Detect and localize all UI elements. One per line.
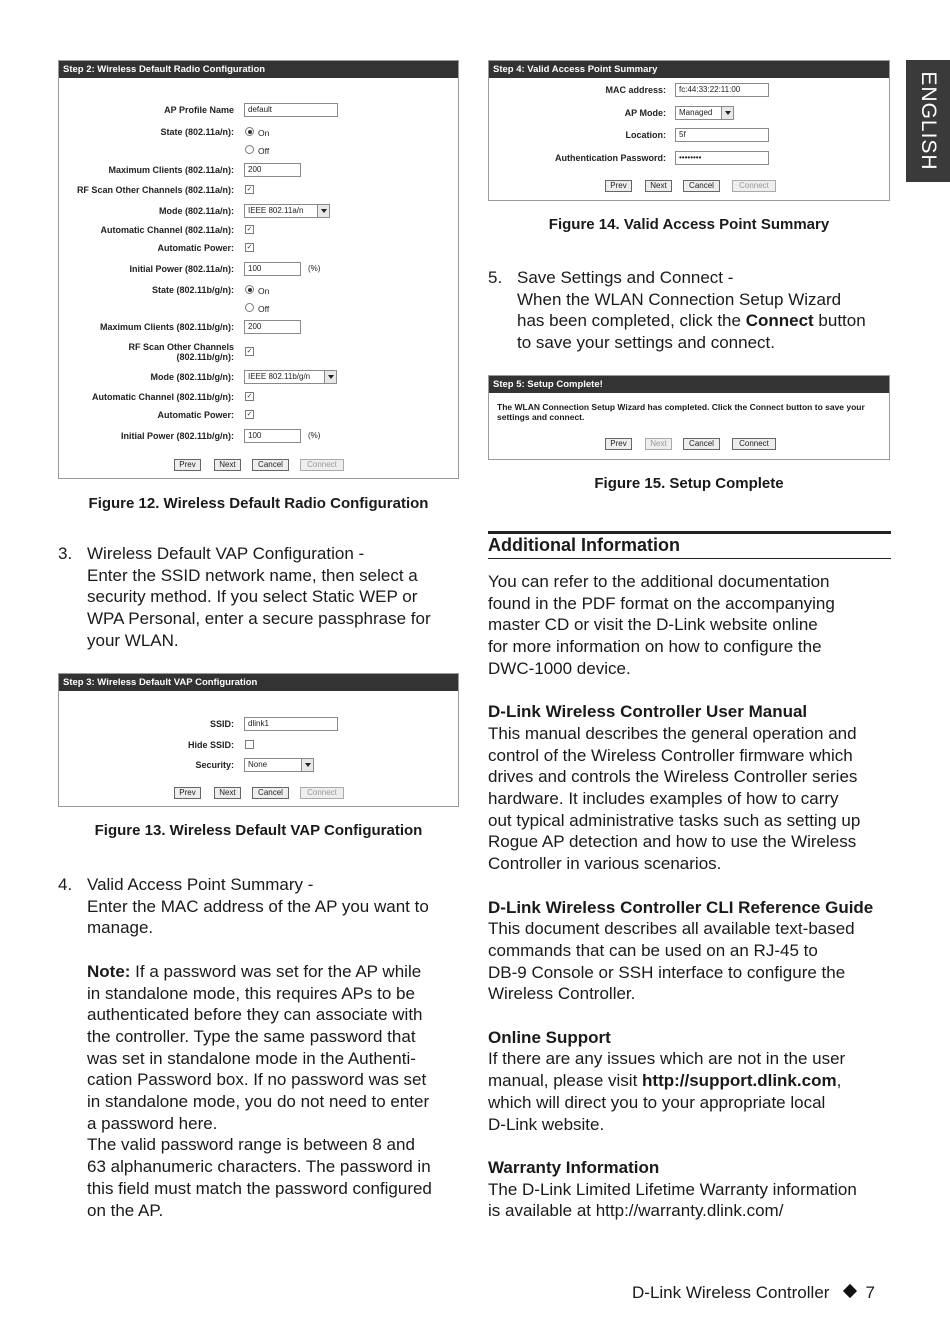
- completion-message: The WLAN Connection Setup Wizard has completed. Click the Connect button to save your settings and connect.: [497, 402, 865, 422]
- additional-body: [488, 571, 873, 1222]
- ap-mode-select[interactable]: [675, 106, 734, 120]
- text-line: in standalone mode, you do not need to enter: [87, 1092, 430, 1112]
- select-value: IEEE 802.11a/n: [248, 206, 304, 215]
- field-label: Maximum Clients (802.11b/g/n):: [99, 322, 234, 332]
- radio-label: On: [258, 128, 270, 138]
- text-line: If there are any issues which are not in the user: [488, 1049, 846, 1069]
- max-clients-a-input[interactable]: 200: [244, 163, 301, 177]
- field-label: Maximum Clients (802.11a/n):: [108, 165, 234, 175]
- connect-button[interactable]: Connect: [732, 180, 776, 192]
- radio-label: Off: [258, 146, 270, 156]
- text-line: this field must match the password configured: [87, 1178, 432, 1198]
- text-line: The valid password range is between 8 and: [87, 1135, 415, 1155]
- mode-a-select[interactable]: [244, 204, 330, 218]
- language-tab: [906, 60, 950, 182]
- initial-power-a-input[interactable]: 100: [244, 262, 301, 276]
- text-line: [517, 310, 866, 332]
- next-button[interactable]: Next: [645, 438, 672, 450]
- select-value: Managed: [679, 108, 713, 117]
- select-value: None: [248, 760, 268, 769]
- state-a-on-radio[interactable]: [245, 127, 254, 136]
- field-label-line2: (802.11b/g/n):: [176, 352, 234, 362]
- subheading: Warranty Information: [488, 1157, 660, 1177]
- chevron-down-icon: [721, 107, 733, 119]
- text-line: Save Settings and Connect -: [517, 268, 734, 287]
- text-line: DWC-1000 device.: [488, 658, 631, 678]
- subheading: Online Support: [488, 1027, 611, 1047]
- text-line: Enter the SSID network name, then select a: [87, 565, 418, 585]
- field-label: Automatic Power:: [157, 410, 234, 420]
- note-text: If a password was set for the AP while: [130, 961, 422, 981]
- chevron-down-icon: [324, 371, 336, 383]
- state-bg-on-radio[interactable]: [245, 285, 254, 294]
- initial-power-bg-input[interactable]: 100: [244, 429, 301, 443]
- max-clients-bg-input[interactable]: 200: [244, 320, 301, 334]
- text-line: DB-9 Console or SSH interface to configure the: [488, 962, 846, 982]
- panel-header: Step 2: Wireless Default Radio Configuration: [59, 61, 458, 78]
- field-label: RF Scan Other Channels (802.11a/n):: [76, 185, 234, 195]
- text-line: commands that can be used on an RJ-45 to: [488, 940, 818, 960]
- diamond-icon: [843, 1284, 857, 1298]
- subheading: D-Link Wireless Controller User Manual: [488, 702, 808, 722]
- text-line: on the AP.: [87, 1200, 164, 1220]
- mac-input[interactable]: fc:44:33:22:11:00: [675, 83, 769, 97]
- text-line: master CD or visit the D-Link website online: [488, 615, 818, 635]
- support-link[interactable]: http://support.dlink.com: [642, 1071, 837, 1091]
- prev-button[interactable]: Prev: [174, 459, 201, 471]
- field-label: Automatic Power:: [157, 243, 234, 253]
- select-value: IEEE 802.11b/g/n: [248, 372, 311, 381]
- next-button[interactable]: Next: [645, 180, 672, 192]
- cancel-button[interactable]: Cancel: [252, 787, 289, 799]
- auto-channel-bg-checkbox[interactable]: ✓: [246, 393, 253, 400]
- text-line: Enter the MAC address of the AP you want to: [87, 896, 429, 916]
- radio-label: Off: [258, 304, 270, 314]
- connect-button[interactable]: Connect: [300, 459, 344, 471]
- figure-14-caption: Figure 14. Valid Access Point Summary: [548, 216, 830, 233]
- text-line: out typical administrative tasks such as setting up: [488, 810, 861, 830]
- ssid-input[interactable]: dlink1: [244, 717, 338, 731]
- auto-power-bg-checkbox[interactable]: ✓: [246, 411, 253, 418]
- field-label: Mode (802.11b/g/n):: [150, 372, 234, 382]
- section-rule-bottom: [488, 558, 891, 559]
- text-line: was set in standalone mode in the Authenti-: [87, 1048, 416, 1068]
- note-label: Note:: [87, 961, 131, 981]
- section-rule-top: [488, 531, 891, 534]
- cancel-button[interactable]: Cancel: [683, 438, 720, 450]
- text-line: a password here.: [87, 1113, 218, 1133]
- page-number: 7: [865, 1283, 875, 1302]
- text-line: for more information on how to configure the: [488, 637, 822, 657]
- text-segment: button: [813, 311, 866, 331]
- text-line: the controller. Type the same password that: [87, 1026, 416, 1046]
- panel-header: Step 4: Valid Access Point Summary: [489, 61, 889, 78]
- prev-button[interactable]: Prev: [174, 787, 201, 799]
- text-line: Wireless Controller.: [488, 984, 636, 1004]
- next-button[interactable]: Next: [214, 787, 241, 799]
- step-5-body: [517, 267, 866, 354]
- ap-summary-panel: [488, 60, 890, 201]
- connect-button[interactable]: Connect: [300, 787, 344, 799]
- text-line: cation Password box. If no password was set: [87, 1070, 427, 1090]
- text-line: Valid Access Point Summary -: [87, 875, 314, 894]
- field-label: Location:: [625, 130, 666, 140]
- panel-header: Step 5: Setup Complete!: [489, 376, 889, 393]
- rf-scan-a-checkbox[interactable]: ✓: [246, 186, 253, 193]
- text-line: You can refer to the additional documentation: [488, 572, 830, 591]
- field-label: MAC address:: [605, 85, 666, 95]
- prev-button[interactable]: Prev: [605, 180, 632, 192]
- ap-profile-input[interactable]: default: [244, 103, 338, 117]
- text-line: D-Link website.: [488, 1114, 605, 1134]
- connect-keyword: Connect: [745, 311, 814, 331]
- chevron-down-icon: [301, 759, 313, 771]
- field-label: Initial Power (802.11b/g/n):: [120, 431, 234, 441]
- state-a-off-radio[interactable]: [245, 145, 254, 154]
- radio-label: On: [258, 286, 270, 296]
- text-line: manage.: [87, 918, 154, 938]
- unit-label: (%): [308, 431, 321, 440]
- field-label: State (802.11a/n):: [160, 127, 234, 137]
- field-label: State (802.11b/g/n):: [151, 285, 234, 295]
- text-line: found in the PDF format on the accompanying: [488, 593, 835, 613]
- note-line: [87, 961, 432, 983]
- field-label: Automatic Channel (802.11b/g/n):: [91, 392, 234, 402]
- radio-config-panel: [58, 60, 459, 479]
- text-line: hardware. It includes examples of how to carry: [488, 789, 839, 809]
- text-line: security method. If you select Static WEP or: [87, 587, 418, 607]
- text-line: This document describes all available text-based: [488, 919, 855, 939]
- step-number: 3.: [58, 544, 73, 563]
- rf-scan-bg-checkbox[interactable]: ✓: [246, 348, 253, 355]
- page-footer: [632, 1283, 875, 1303]
- field-label: Automatic Channel (802.11a/n):: [100, 225, 234, 235]
- text-line: WPA Personal, enter a secure passphrase for: [87, 609, 431, 629]
- text-line: This manual describes the general operation and: [488, 723, 857, 743]
- subheading: D-Link Wireless Controller CLI Reference Guide: [488, 897, 874, 917]
- field-label: Mode (802.11a/n):: [158, 206, 234, 216]
- text-segment: has been completed, click the: [517, 311, 746, 331]
- text-line: [488, 1070, 873, 1092]
- text-segment: ,: [836, 1071, 842, 1091]
- next-button[interactable]: Next: [214, 459, 241, 471]
- figure-15-caption: Figure 15. Setup Complete: [594, 475, 784, 492]
- hide-ssid-checkbox[interactable]: [245, 740, 254, 749]
- vap-config-panel: [58, 673, 459, 807]
- step-3-body: [87, 543, 431, 652]
- connect-button[interactable]: Connect: [732, 438, 776, 450]
- text-line: authenticated before they can associate with: [87, 1005, 423, 1025]
- text-line: control of the Wireless Controller firmware which: [488, 745, 853, 765]
- text-line: 63 alphanumeric characters. The password in: [87, 1157, 431, 1177]
- mode-bg-select[interactable]: [244, 370, 337, 384]
- text-line: The D-Link Limited Lifetime Warranty information: [488, 1179, 857, 1199]
- cancel-button[interactable]: Cancel: [252, 459, 289, 471]
- cancel-button[interactable]: Cancel: [683, 180, 720, 192]
- auto-channel-a-checkbox[interactable]: ✓: [246, 226, 253, 233]
- field-label: SSID:: [209, 719, 234, 729]
- field-label: Initial Power (802.11a/n):: [129, 264, 234, 274]
- text-line: to save your settings and connect.: [517, 333, 775, 353]
- unit-label: (%): [308, 264, 321, 273]
- field-label: Hide SSID:: [187, 740, 234, 750]
- auth-password-input[interactable]: ••••••••: [675, 151, 769, 165]
- location-input[interactable]: 5f: [675, 128, 769, 142]
- chevron-down-icon: [317, 205, 329, 217]
- field-label: AP Mode:: [624, 108, 666, 118]
- prev-button[interactable]: Prev: [605, 438, 632, 450]
- state-bg-off-radio[interactable]: [245, 303, 254, 312]
- figure-13-caption: Figure 13. Wireless Default VAP Configuration: [94, 822, 423, 839]
- text-line: When the WLAN Connection Setup Wizard: [517, 289, 842, 309]
- field-label-line1: RF Scan Other Channels: [128, 342, 234, 352]
- text-line: in standalone mode, this requires APs to be: [87, 983, 415, 1003]
- text-line: which will direct you to your appropriate local: [488, 1092, 826, 1112]
- panel-header: Step 3: Wireless Default VAP Configuration: [59, 674, 458, 691]
- step-number: 4.: [58, 875, 73, 894]
- text-line: Controller in various scenarios.: [488, 854, 722, 874]
- security-select[interactable]: [244, 758, 314, 772]
- field-label: Authentication Password:: [554, 153, 666, 163]
- text-line: Rogue AP detection and how to use the Wireless: [488, 832, 857, 852]
- text-line: is available at http://warranty.dlink.com/: [488, 1201, 784, 1221]
- footer-title: D-Link Wireless Controller: [632, 1283, 830, 1302]
- figure-12-caption: Figure 12. Wireless Default Radio Configuration: [88, 495, 429, 512]
- section-title: Additional Information: [488, 535, 680, 555]
- field-label: AP Profile Name: [164, 105, 234, 115]
- setup-complete-panel: [488, 375, 890, 460]
- field-label: Security:: [195, 760, 234, 770]
- language-tab-label: ENGLISH: [917, 71, 940, 171]
- text-line: drives and controls the Wireless Controller series: [488, 767, 858, 787]
- step-number: 5.: [488, 268, 503, 287]
- text-line: your WLAN.: [87, 630, 179, 650]
- text-line: Wireless Default VAP Configuration -: [87, 544, 365, 563]
- text-segment: manual, please visit: [488, 1071, 643, 1091]
- field-label: [128, 342, 234, 362]
- step-4-body: [87, 874, 432, 1221]
- auto-power-a-checkbox[interactable]: ✓: [246, 244, 253, 251]
